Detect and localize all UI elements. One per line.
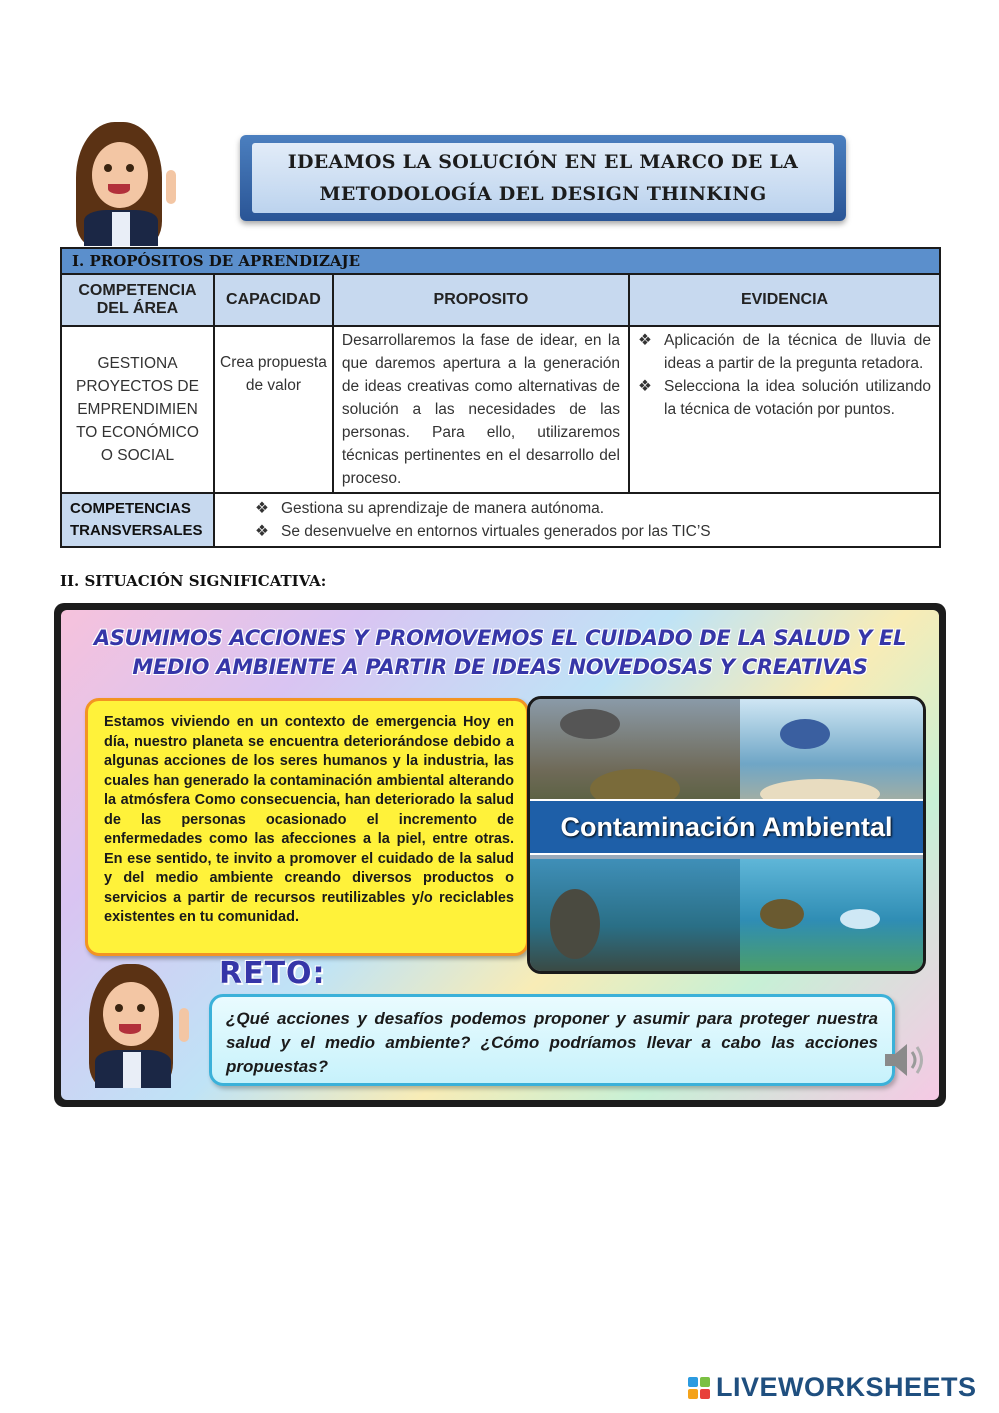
reto-question-box: [209, 994, 895, 1086]
liveworksheets-brand: LIVEWORKSHEETS: [716, 1372, 977, 1402]
evidencia-text: Selecciona la idea solución utilizando la técnica de votación por puntos.: [664, 378, 931, 418]
competencia-cell: GESTIONA PROYECTOS DE EMPRENDIMIEN TO ECONÓMICO O SOCIAL: [61, 326, 214, 493]
section-title-purposes: I. PROPÓSITOS DE APRENDIZAJE: [61, 248, 940, 274]
transversales-label: COMPETENCIAS TRANSVERSALES: [61, 493, 214, 547]
transversal-item: [215, 520, 939, 543]
transversal-text: Se desenvuelve en entornos virtuales generados por las TIC’S: [280, 523, 711, 540]
title-line-1: IDEAMOS LA SOLUCIÓN EN EL MARCO DE LA: [287, 151, 799, 173]
teacher-avatar: [70, 118, 188, 246]
evidencia-text: Aplicación de la técnica de lluvia de ideas a partir de la pregunta retadora.: [664, 332, 931, 372]
diamond-bullet-icon: ❖: [638, 378, 652, 395]
learning-purposes-table: [60, 247, 941, 548]
col-header-competencia: COMPETENCIA DEL ÁREA: [61, 274, 214, 326]
proposito-cell: Desarrollaremos la fase de idear, en la que daremos apertura a la generación de ideas creativas como alternativas de solución a las necesidades de las personas. Para ello, utilizaremos técnicas pertinentes en el desarrollo del proceso.: [333, 326, 629, 493]
reto-question: ¿Qué acciones y desafíos podemos proponer y asumir para proteger nuestra salud y el medio ambiente? ¿Cómo podríamos llevar a cabo las acciones propuestas?: [226, 1009, 878, 1076]
pollution-image: [527, 696, 926, 974]
situation-frame: [54, 603, 946, 1107]
liveworksheets-logo: [688, 1372, 977, 1403]
transversal-text: Gestiona su aprendizaje de manera autónoma.: [280, 500, 605, 517]
col-header-capacidad: CAPACIDAD: [214, 274, 333, 326]
diamond-bullet-icon: ❖: [254, 523, 269, 540]
liveworksheets-mark-icon: [688, 1377, 710, 1399]
title-banner: [240, 135, 846, 221]
context-text: Estamos viviendo en un contexto de emergencia Hoy en día, nuestro planeta se encuentra deteriorándose debido a algunas acciones de los seres humanos y la industria, las cuales han generado la contaminación ambiental alterando la atmósfera Como consecuencia, han deteriorado la salud de las personas ocasionado el incremento de enfermedades como las afecciones a la piel, entre otras. En ese sentido, te invito a promover el cuidado de la salud y del medio ambiente creando diversos productos o servicios a partir de recursos reutilizables y/o reciclables existentes en tu comunidad.: [104, 714, 514, 925]
pollution-sea-scene: [530, 859, 740, 971]
transversales-cell: [214, 493, 940, 547]
speaker-icon[interactable]: [881, 1038, 927, 1082]
title-line-2: METODOLOGÍA DEL DESIGN THINKING: [319, 183, 767, 205]
col-header-proposito: PROPOSITO: [333, 274, 629, 326]
capacidad-cell: Crea propuesta de valor: [214, 326, 333, 493]
pollution-turtle-scene: [740, 859, 923, 971]
evidencia-item: [638, 375, 931, 421]
situation-title-line-2: MEDIO AMBIENTE A PARTIR DE IDEAS NOVEDOSAS Y CREATIVAS: [132, 655, 868, 679]
situation-title-line-1: ASUMIMOS ACCIONES Y PROMOVEMOS EL CUIDADO DE LA SALUD Y EL: [93, 626, 907, 650]
situation-panel: [61, 610, 939, 1100]
diamond-bullet-icon: ❖: [638, 332, 652, 349]
transversal-item: [215, 497, 939, 520]
section-title-situacion: II. SITUACIÓN SIGNIFICATIVA:: [60, 572, 327, 590]
evidencia-item: [638, 329, 931, 375]
col-header-evidencia: EVIDENCIA: [629, 274, 940, 326]
reto-label: RETO:: [219, 956, 326, 991]
image-caption: Contaminación Ambiental: [530, 799, 923, 855]
diamond-bullet-icon: ❖: [254, 500, 269, 517]
teacher-avatar: [83, 960, 203, 1088]
evidencia-cell: [629, 326, 940, 493]
situation-title: [61, 624, 939, 682]
context-box: [85, 698, 529, 956]
